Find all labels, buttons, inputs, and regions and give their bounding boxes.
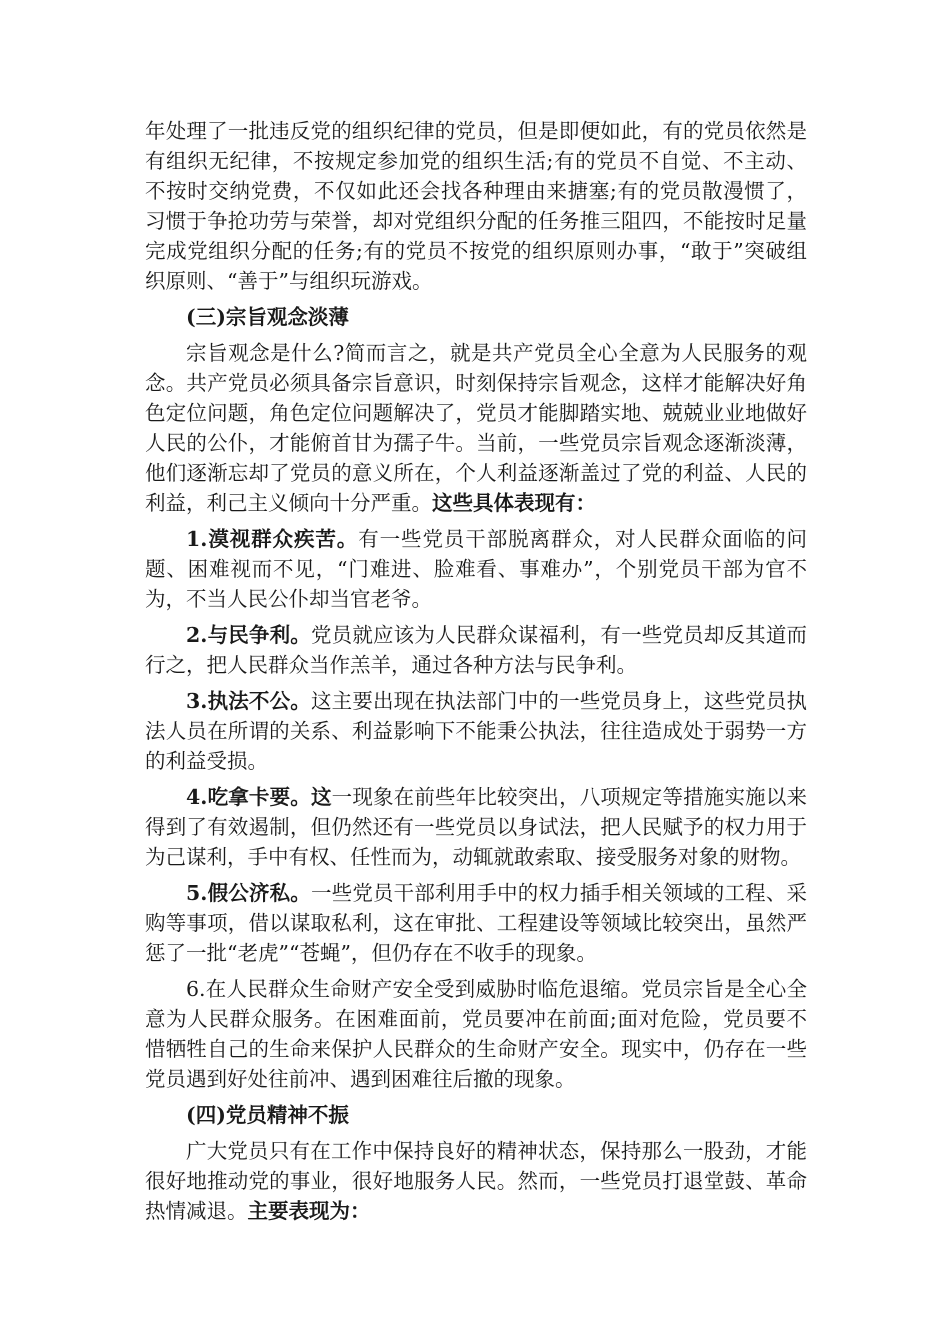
section-heading-3: (三)宗旨观念淡薄 [186,305,349,329]
list-item [145,524,807,614]
paragraph-zongzhi-bold: 这些具体表现有： [432,491,596,515]
document-page [145,116,807,1232]
list-item [145,620,807,680]
list-item-text: 这主要出现在执法部门中的一些党员身上，这些党员执法人员在所谓的关系、利益影响下不能秉公执法，往往造成处于弱势一方的利益受损。 [145,689,808,773]
list-item-text: 一现象在前些年比较突出，八项规定等措施实施以来得到了有效遏制，但仍然还有一些党员以身试法，把人民赋予的权力用于为己谋利，手中有权、任性而为，动辄就敢索取、接受服务对象的财物。 [145,785,808,869]
section-heading-4: (四)党员精神不振 [186,1103,349,1127]
list-item-text: 党员就应该为人民群众谋福利，有一些党员却反其道而行之，把人民群众当作羔羊，通过各种方法与民争利。 [145,623,808,677]
list-item-text: 有一些党员干部脱离群众，对人民群众面临的问题、困难视而不见，“门难进、脸难看、事难办”，个别党员干部为官不为，不当人民公仆却当官老爷。 [145,527,807,611]
list-item-lead: 5.假公济私。 [186,881,311,905]
paragraph-jingshen-bold: 主要表现为： [247,1199,371,1223]
paragraph-continuation: 年处理了一批违反党的组织纪律的党员，但是即便如此，有的党员依然是有组织无纪律，不按规定参加党的组织生活;有的党员不自觉、不主动、不按时交纳党费，不仅如此还会找各种理由来搪塞;有的党员散漫惯了，习惯于争抢功劳与荣誉，却对党组织分配的任务推三阻四，不能按时足量完成党组织分配的任务;有的党员不按党的组织原则办事，“敢于”突破组织原则、“善于”与组织玩游戏。 [145,119,807,293]
list-item-6: 6.在人民群众生命财产安全受到威胁时临危退缩。党员宗旨是全心全意为人民群众服务。在困难面前，党员要冲在前面;面对危险，党员要不惜牺牲自己的生命来保护人民群众的生命财产安全。现实中，仍存在一些党员遇到好处往前冲、遇到困难往后撤的现象。 [145,977,807,1091]
list-item-lead: 1.漠视群众疾苦。 [186,527,359,551]
paragraph-zongzhi [145,338,807,518]
paragraph-jingshen [145,1136,807,1226]
list-item-lead: 2.与民争利。 [186,623,311,647]
paragraph-zongzhi-text: 宗旨观念是什么?简而言之，就是共产党员全心全意为人民服务的观念。共产党员必须具备宗旨意识，时刻保持宗旨观念，这样才能解决好角色定位问题，角色定位问题解决了，党员才能脚踏实地、兢兢业业地做好人民的公仆，才能俯首甘为孺子牛。当前，一些党员宗旨观念逐渐淡薄，他们逐渐忘却了党员的意义所在，个人利益逐渐盖过了党的利益、人民的利益，利己主义倾向十分严重。 [145,341,807,515]
list-item [145,878,807,968]
paragraph-jingshen-text: 广大党员只有在工作中保持良好的精神状态，保持那么一股劲，才能很好地推动党的事业，很好地服务人民。然而，一些党员打退堂鼓、革命热情减退。 [145,1139,807,1223]
list-item [145,782,807,872]
list-item-lead: 4.吃拿卡要。这 [186,785,332,809]
list-item-lead: 3.执法不公。 [186,689,311,713]
list-item [145,686,807,776]
list-item-text: 一些党员干部利用手中的权力插手相关领域的工程、采购等事项，借以谋取私利，这在审批、工程建设等领域比较突出，虽然严惩了一批“老虎”“苍蝇”，但仍存在不收手的现象。 [145,881,808,965]
